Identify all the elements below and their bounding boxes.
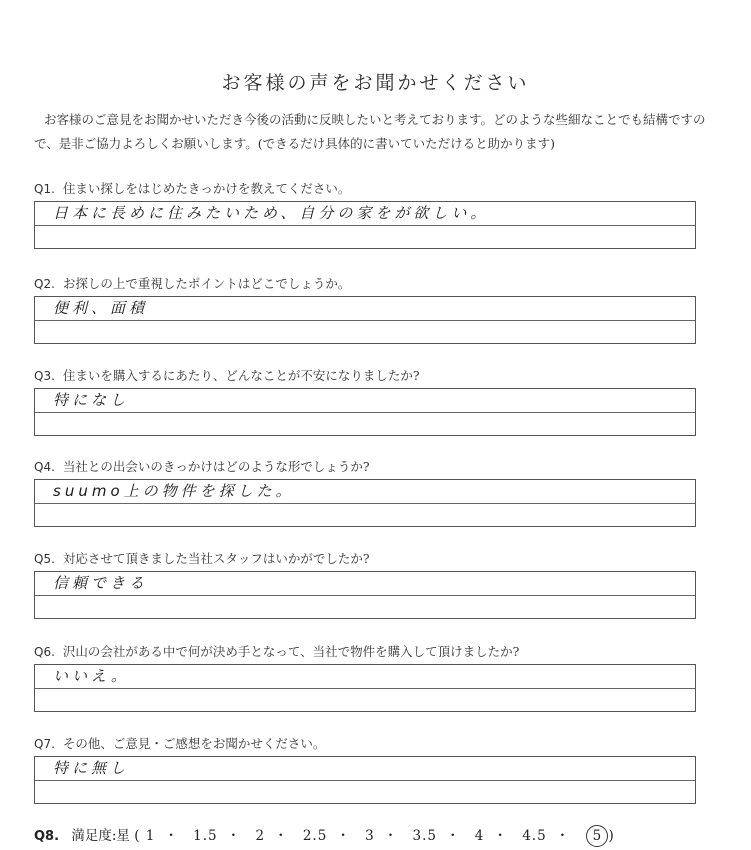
- rating-paren-close: ): [608, 828, 615, 844]
- answer-text: 特に無し: [53, 759, 130, 777]
- question-2: [34, 275, 704, 344]
- divider: [35, 503, 695, 504]
- rating-option: 2: [255, 828, 266, 844]
- question-3: [34, 367, 704, 436]
- question-text: 住まいを購入するにあたり、どんなことが不安になりましたか?: [62, 368, 420, 383]
- answer-text: 特になし: [53, 391, 130, 409]
- answer-box: [34, 571, 696, 619]
- question-4: [34, 458, 704, 527]
- divider: [35, 780, 695, 781]
- rating-option: 3.5: [412, 828, 437, 844]
- divider: [35, 225, 695, 226]
- question-5: [34, 550, 704, 619]
- question-number: Q3.: [34, 369, 55, 383]
- answer-text: 便利、面積: [53, 299, 149, 317]
- divider: [35, 412, 695, 413]
- question-number: Q4.: [34, 460, 55, 474]
- page-title: お客様の声をお聞かせください: [221, 72, 530, 94]
- rating-paren-open: (: [134, 828, 141, 844]
- question-text: 対応させて頂きました当社スタッフはいかがでしたか?: [62, 551, 370, 566]
- question-text: その他、ご意見・ご感想をお聞かせください。: [62, 736, 326, 751]
- rating-option: 4.5: [522, 828, 547, 844]
- question-text: 住まい探しをはじめたきっかけを教えてください。: [62, 181, 351, 196]
- divider: [35, 688, 695, 689]
- answer-text: suumo上の物件を探した。: [53, 482, 295, 500]
- divider: [35, 595, 695, 596]
- question-number: Q7.: [34, 737, 55, 751]
- question-6: [34, 643, 704, 712]
- answer-box: [34, 479, 696, 527]
- answer-text: 信頼できる: [53, 574, 149, 592]
- rating-option: 1: [145, 828, 156, 844]
- answer-text: いいえ。: [53, 667, 130, 685]
- rating-option: 2.5: [302, 828, 328, 844]
- question-number: Q8.: [34, 829, 60, 844]
- answer-text: 日本に長めに住みたいため、自分の家をが欲しい。: [53, 204, 490, 222]
- question-text: お探しの上で重視したポイントはどこでしょうか。: [62, 276, 351, 291]
- question-7: [34, 735, 704, 804]
- answer-box: [34, 201, 696, 249]
- question-number: Q2.: [34, 277, 55, 291]
- rating-option: 4: [474, 828, 485, 844]
- rating-option: 1.5: [193, 828, 218, 844]
- rating-scale: ( 1 ・ 1.5 ・ 2 ・ 2.5 ・ 3 ・ 3.5 ・ 4 ・ 4.5 ・ 5 ): [134, 828, 615, 844]
- answer-box: [34, 664, 696, 712]
- question-number: Q5.: [34, 552, 55, 566]
- answer-box: [34, 388, 696, 436]
- answer-box: [34, 756, 696, 804]
- answer-box: [34, 296, 696, 344]
- question-text: 当社との出会いのきっかけはどのような形でしょうか?: [62, 459, 370, 474]
- question-number: Q6.: [34, 645, 55, 659]
- question-number: Q1.: [34, 182, 55, 196]
- divider: [35, 320, 695, 321]
- question-text: 沢山の会社がある中で何が決め手となって、当社で物件を購入して頂けましたか?: [62, 644, 520, 659]
- intro-text: お客様のご意見をお聞かせいただき今後の活動に反映したいと考えております。どのような些細なことでも結構ですので、是非ご協力よろしくお願いします。(できるだけ具体的に書いていただけると助かります): [34, 112, 706, 151]
- rating-option-selected: 5: [586, 825, 608, 847]
- rating-label: 満足度:星: [71, 828, 130, 844]
- question-8-rating: [34, 824, 615, 847]
- rating-option: 3: [365, 828, 375, 844]
- question-1: [34, 180, 704, 249]
